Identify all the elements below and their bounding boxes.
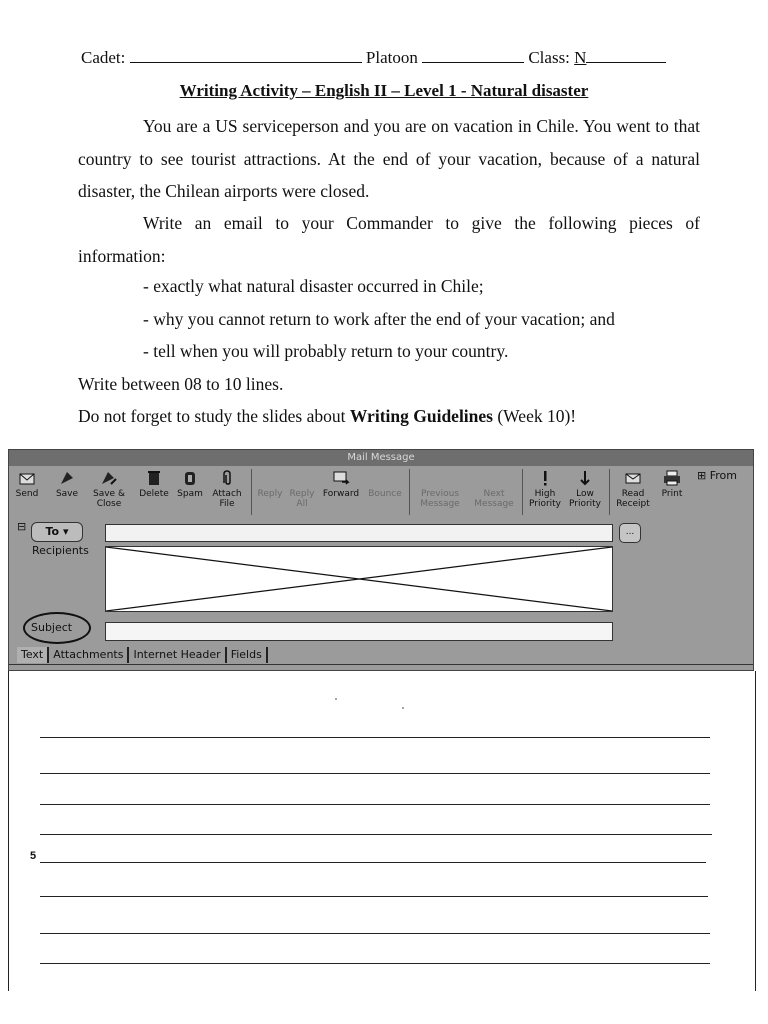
mail-toolbar <box>13 467 751 517</box>
platoon-label: Platoon <box>365 48 418 67</box>
toolbar-divider <box>409 469 410 515</box>
class-value: N <box>574 48 587 67</box>
send-icon <box>17 469 37 487</box>
message-tabs <box>17 647 268 663</box>
forward-label: Forward <box>322 489 360 499</box>
answer-line[interactable] <box>40 773 710 774</box>
exclamation-icon <box>535 469 555 487</box>
tab-divider <box>9 664 753 665</box>
answer-line[interactable] <box>40 804 710 805</box>
attach-file-button[interactable] <box>209 467 245 517</box>
guidelines-bold: Writing Guidelines <box>349 406 493 426</box>
save-close-button[interactable] <box>89 467 129 517</box>
answer-writing-area[interactable] <box>8 671 756 991</box>
printer-icon <box>662 469 682 487</box>
next-message-button[interactable] <box>469 467 519 517</box>
answer-line[interactable] <box>40 896 708 897</box>
reply-all-label: Reply All <box>289 489 315 509</box>
bounce-label: Bounce <box>368 489 402 499</box>
mail-window-title: Mail Message <box>9 450 753 466</box>
guidelines-suffix: (Week 10)! <box>492 406 577 426</box>
crossed-out-placeholder <box>106 547 612 611</box>
scan-speck <box>402 707 404 709</box>
toolbar-divider <box>609 469 610 515</box>
attach-file-label: Attach File <box>212 489 242 509</box>
recipients-label: Recipients <box>32 544 89 557</box>
answer-line[interactable] <box>40 862 706 863</box>
address-book-button[interactable]: ... <box>619 523 641 543</box>
paperclip-icon <box>217 469 237 487</box>
send-button[interactable] <box>13 467 41 517</box>
low-priority-label: Low Priority <box>568 489 602 509</box>
print-button[interactable] <box>657 467 687 517</box>
reply-icon <box>260 469 280 487</box>
to-input[interactable] <box>105 524 613 542</box>
activity-title: Writing Activity – English II – Level 1 - Natural disaster <box>179 81 589 100</box>
send-label: Send <box>15 489 39 499</box>
bullet-item: - why you cannot return to work after the end of your vacation; and <box>143 309 615 329</box>
bullet-item: - exactly what natural disaster occurred in Chile; <box>143 276 484 296</box>
scenario-paragraph: You are a US serviceperson and you are on vacation in Chile. You went to that country to see tourist attractions. At the end of your vacation, because of a natural disaster, the Chilean airports were closed. <box>78 116 700 201</box>
previous-label: Previous Message <box>420 489 460 509</box>
bounce-icon <box>375 469 395 487</box>
collapse-icon[interactable]: ⊟ <box>17 520 27 533</box>
save-close-label: Save & Close <box>93 489 125 509</box>
previous-icon <box>430 469 450 487</box>
spam-icon <box>180 469 200 487</box>
read-receipt-button[interactable] <box>613 467 653 517</box>
answer-line[interactable] <box>40 737 710 738</box>
answer-line[interactable] <box>40 963 710 964</box>
scan-speck <box>335 698 337 700</box>
bounce-button[interactable] <box>365 467 405 517</box>
tab-text[interactable]: Text <box>17 647 49 663</box>
envelope-icon <box>623 469 643 487</box>
from-label: From <box>709 469 737 482</box>
previous-message-button[interactable] <box>413 467 467 517</box>
next-icon <box>484 469 504 487</box>
tab-fields[interactable]: Fields <box>227 647 268 663</box>
cadet-blank[interactable] <box>130 48 362 63</box>
save-button[interactable] <box>53 467 81 517</box>
subject-input[interactable] <box>105 622 613 641</box>
platoon-blank[interactable] <box>422 48 524 63</box>
delete-button[interactable] <box>137 467 171 517</box>
guidelines-reminder <box>78 406 576 427</box>
class-blank[interactable] <box>586 48 666 63</box>
reply-all-button[interactable] <box>287 467 317 517</box>
subject-circle-highlight <box>23 612 91 644</box>
class-label: Class: <box>528 48 570 67</box>
guidelines-prefix: Do not forget to study the slides about <box>78 406 350 426</box>
reply-button[interactable] <box>255 467 285 517</box>
cadet-label: Cadet: <box>81 48 126 67</box>
high-priority-button[interactable] <box>525 467 565 517</box>
forward-icon <box>331 469 351 487</box>
toolbar-divider <box>251 469 252 515</box>
answer-line[interactable] <box>40 933 710 934</box>
spam-label: Spam <box>177 489 203 499</box>
recipients-box[interactable] <box>105 546 613 612</box>
toolbar-divider <box>522 469 523 515</box>
save-icon <box>57 469 77 487</box>
bullet-item: - tell when you will probably return to your country. <box>143 341 509 361</box>
mail-message-window <box>8 449 754 671</box>
high-priority-label: High Priority <box>528 489 562 509</box>
reply-label: Reply <box>257 489 283 499</box>
task-paragraph: Write an email to your Commander to give the following pieces of information: <box>78 213 700 266</box>
chevron-down-icon: ▾ <box>62 525 69 538</box>
to-label: To <box>45 525 60 538</box>
tab-internet-header[interactable]: Internet Header <box>129 647 226 663</box>
next-label: Next Message <box>474 489 514 509</box>
tab-attachments[interactable]: Attachments <box>49 647 129 663</box>
print-label: Print <box>661 489 683 499</box>
from-toggle[interactable]: ⊞ From <box>697 469 737 482</box>
line-number-label: 5 <box>30 850 37 862</box>
spam-button[interactable] <box>173 467 207 517</box>
reply-all-icon <box>292 469 312 487</box>
forward-button[interactable] <box>319 467 363 517</box>
down-arrow-icon <box>575 469 595 487</box>
answer-line[interactable] <box>40 834 712 835</box>
to-dropdown-button[interactable] <box>31 522 83 542</box>
low-priority-button[interactable] <box>565 467 605 517</box>
save-close-icon <box>99 469 119 487</box>
delete-label: Delete <box>139 489 169 499</box>
read-receipt-label: Read Receipt <box>616 489 650 509</box>
delete-icon <box>144 469 164 487</box>
length-instruction: Write between 08 to 10 lines. <box>78 374 284 394</box>
subject-label: Subject <box>31 621 73 634</box>
save-label: Save <box>55 489 79 499</box>
cadet-info-line <box>81 48 701 68</box>
